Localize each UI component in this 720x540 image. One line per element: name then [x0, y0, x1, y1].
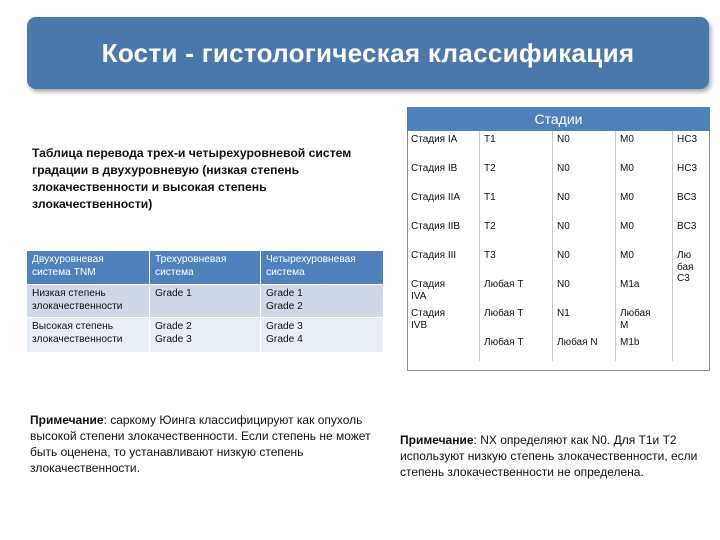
stages-table — [407, 131, 710, 361]
slide-title: Кости - гистологическая классификация — [101, 38, 635, 68]
stage-cell: M0 — [616, 247, 673, 276]
table-row — [407, 305, 710, 334]
table-cell: Grade 3 Grade 4 — [261, 318, 384, 353]
stage-cell: M0 — [616, 160, 673, 189]
stage-cell: N0 — [553, 218, 616, 247]
table-row — [407, 189, 710, 218]
stage-cell: Любая T — [480, 305, 553, 334]
stage-cell: T2 — [480, 218, 553, 247]
title-banner — [27, 17, 709, 89]
table-row — [27, 285, 384, 318]
stage-cell: T1 — [480, 189, 553, 218]
header-cell: Двухуровневая система TNM — [27, 251, 150, 285]
table-cell: Высокая степень злокачественности — [27, 318, 150, 353]
table-row — [407, 218, 710, 247]
stage-cell: N0 — [553, 189, 616, 218]
stage-cell: Любая T — [480, 334, 553, 361]
table-header-row — [27, 251, 384, 285]
stage-cell: Стадия IIA — [411, 192, 461, 203]
stage-cell: Стадия IIB — [411, 221, 461, 232]
stage-cell — [407, 334, 480, 361]
stage-cell: Стадия IB — [411, 163, 458, 174]
stage-cell: M1b — [616, 334, 673, 361]
stage-cell: N0 — [553, 131, 616, 160]
table-cell: Grade 1 — [150, 285, 261, 318]
note-right — [400, 432, 705, 480]
stage-cell: HC3 — [673, 160, 711, 189]
stage-cell: Стадия IA — [411, 134, 458, 145]
note-label: Примечание — [30, 413, 104, 427]
stage-cell: N0 — [553, 247, 616, 276]
stage-cell: HC3 — [673, 131, 711, 160]
stages-header: Стадии — [407, 107, 710, 131]
table-cell: Grade 2 Grade 3 — [150, 318, 261, 353]
stage-cell: N0 — [553, 160, 616, 189]
stage-cell: M0 — [616, 131, 673, 160]
stage-cell: Стадия III — [411, 250, 457, 261]
table-row — [407, 276, 710, 305]
grade-table — [26, 250, 384, 353]
intro-text: Таблица перевода трех-и четырехуровневой систем градации в двухуровневую (низкая степень злокачественности и высокая степень злокачественности) — [32, 146, 352, 211]
stage-cell: BC3 — [673, 218, 711, 247]
table-row — [27, 318, 384, 353]
stage-cell: T3 — [480, 247, 553, 276]
header-cell: Трехуровневая система — [150, 251, 261, 285]
stage-cell: BC3 — [673, 189, 711, 218]
table-row — [407, 334, 710, 361]
stage-cell: M0 — [616, 218, 673, 247]
table-cell: Grade 1 Grade 2 — [261, 285, 384, 318]
stage-cell: T1 — [480, 131, 553, 160]
stage-cell: N0 — [553, 276, 616, 305]
stage-cell: N1 — [553, 305, 616, 334]
header-cell: Четырехуровневая система — [261, 251, 384, 285]
stage-cell: Любая N — [553, 334, 616, 361]
stage-cell: Лю бая C3 — [673, 247, 711, 361]
stage-cell: T2 — [480, 160, 553, 189]
stage-cell: Любая M — [616, 305, 673, 334]
stage-cell: M0 — [616, 189, 673, 218]
table-row — [407, 131, 710, 160]
note-left — [30, 412, 375, 476]
stage-cell: M1a — [616, 276, 673, 305]
table-row — [407, 247, 710, 276]
stage-cell: Стадия IVA — [411, 279, 446, 302]
stage-cell: Любая T — [480, 276, 553, 305]
stage-cell: Стадия IVB — [411, 308, 446, 331]
note-text: : саркому Юинга классифицируют как опухоль высокой степени злокачественности. Если степень не может быть оценена, то устанавливают низкую степень злокачественности. — [30, 413, 371, 475]
note-text: : NX определяют как N0. Для T1и T2 используют низкую степень злокачественности, если степень злокачественности не определена. — [400, 433, 698, 479]
table-cell: Низкая степень злокачественности — [27, 285, 150, 318]
note-label: Примечание — [400, 433, 474, 447]
table-row — [407, 160, 710, 189]
